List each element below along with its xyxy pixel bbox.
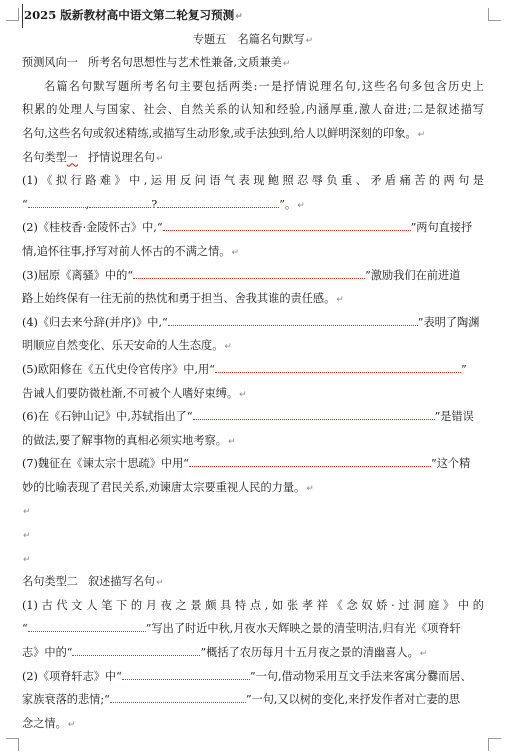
crop-mark-bottom-left xyxy=(6,738,19,751)
paragraph-mark-icon: ↵ xyxy=(297,200,305,211)
question-1-line-2 xyxy=(22,193,484,217)
s2-question-1-line-3-head: 志》中的“ xyxy=(22,646,73,660)
paragraph-mark-icon: ↵ xyxy=(305,35,314,46)
fill-blank[interactable] xyxy=(157,196,279,208)
forecast-label: 预测风向一 xyxy=(22,56,78,70)
question-5-line-1 xyxy=(22,358,484,382)
s2-question-2-line-2 xyxy=(22,688,484,712)
topic-heading-text: 专题五 名篇名句默写 xyxy=(192,32,305,46)
fill-blank[interactable] xyxy=(133,267,365,279)
question-3-line-2 xyxy=(22,287,484,311)
s2-question-1-line-3 xyxy=(22,641,484,665)
paragraph-mark-icon: ↵ xyxy=(231,247,240,258)
section1-label-number: 一 xyxy=(66,150,78,164)
question-3-line-2-text: 路上始终保有一往无前的热忱和勇于担当、舍我其谁的责任感。 xyxy=(22,292,336,306)
fill-blank[interactable] xyxy=(89,196,151,208)
question-6-head: (6)在《石钟山记》中,苏轼指出了“ xyxy=(22,410,193,424)
fill-blank[interactable] xyxy=(122,668,250,680)
section1-title: 抒情说理名句 xyxy=(87,150,156,164)
section1-heading xyxy=(22,146,484,170)
forecast-text: 所考名句思想性与艺术性兼备,文质兼美 xyxy=(87,56,282,70)
s2-question-2-head: (2)《项脊轩志》中“ xyxy=(22,669,122,683)
paragraph-mark-icon: ↵ xyxy=(23,531,31,542)
question-1-line-1: (1)《拟行路难》中,运用反问语气表现鲍照忍辱负重、矛盾痛苦的两句是 xyxy=(22,174,484,188)
fill-blank[interactable] xyxy=(193,408,435,420)
topic-heading xyxy=(22,28,484,52)
question-3-line-1 xyxy=(22,264,484,288)
question-2-line-2-text: 情,追怀往事,抒写对前人怀古的不满之情。 xyxy=(22,244,231,258)
empty-paragraph xyxy=(22,523,484,547)
section1-label: 名句类型 xyxy=(22,150,67,164)
intro-line-2: 积累的处理人与国家、社会、自然关系的认知和经验,内涵厚重,激人奋进;二是叙述描写 xyxy=(22,103,484,117)
comma: , xyxy=(85,197,90,211)
s2-question-2-line-1 xyxy=(22,665,484,689)
question-5-head: (5)欧阳修在《五代史伶官传序》中,用“ xyxy=(22,362,215,376)
question-2-line-2 xyxy=(22,240,484,264)
paragraph-mark-icon: ↵ xyxy=(282,59,291,70)
question-4-head: (4)《归去来兮辞(并序)》中,“ xyxy=(22,315,168,329)
document-title xyxy=(22,4,484,28)
s2-question-1-line-3-tail: ”概括了农历每月十五月夜之景的清幽喜人。 xyxy=(200,646,419,660)
document-title-text: 2025 版新教材高中语文第二轮复习预测 xyxy=(24,8,235,22)
s2-question-2-line-3-text: 念之情。 xyxy=(22,716,67,730)
question-2-line-1 xyxy=(22,216,484,240)
empty-paragraph xyxy=(22,547,484,571)
intro-line-3 xyxy=(22,122,484,146)
paragraph-mark-icon: ↵ xyxy=(23,554,31,565)
quote-open: “ xyxy=(22,622,28,636)
question-3-head: (3)屈原《离骚》中的“ xyxy=(22,268,134,282)
intro-line-1: 名篇名句默写题所考名句主要包括两类:一是抒情说理名句,这些名句多包含历史上 xyxy=(44,79,484,93)
paragraph-mark-icon: ↵ xyxy=(67,719,76,730)
s2-question-2-line-2-tail: ”一句,又以树的变化,来抒发作者对亡妻的思 xyxy=(245,693,461,707)
crop-mark-top-right xyxy=(488,8,501,21)
paragraph-mark-icon: ↵ xyxy=(336,295,344,306)
quote-open: “ xyxy=(22,197,28,211)
question-2-tail: ”两句直接抒 xyxy=(410,221,473,235)
paragraph-mark-icon: ↵ xyxy=(235,12,243,22)
paragraph-mark-icon: ↵ xyxy=(306,483,314,494)
question-4-line-1 xyxy=(22,311,484,335)
forecast-heading xyxy=(22,51,484,75)
crop-mark-bottom-right xyxy=(488,738,501,751)
fill-blank[interactable] xyxy=(163,219,411,231)
question-5-tail: ” xyxy=(460,362,467,376)
paragraph-mark-icon: ↵ xyxy=(224,342,232,353)
s2-question-1-line-1: (1)古代文人笔下的月夜之景颇具特点,如张孝祥《念奴娇·过洞庭》中的 xyxy=(22,598,484,612)
question-6-line-1 xyxy=(22,405,484,429)
paragraph-mark-icon: ↵ xyxy=(156,578,164,589)
question-4-tail: ”表明了陶渊 xyxy=(417,315,480,329)
fill-blank[interactable] xyxy=(168,314,418,326)
empty-paragraph xyxy=(22,499,484,523)
question-4-line-2-text: 明顺应自然变化、乐天安命的人生态度。 xyxy=(22,339,224,353)
crop-mark-top-left xyxy=(6,8,19,21)
s2-question-2-tail: ”一句,借动物采用互文手法来客寓分爨而居、 xyxy=(249,669,472,683)
question-5-line-2 xyxy=(22,382,484,406)
question-7-line-2-text: 妙的比喻表现了君民关系,劝谏唐太宗要重视人民的力量。 xyxy=(22,480,306,494)
paragraph-mark-icon: ↵ xyxy=(156,153,164,164)
question-6-tail: ”是错误 xyxy=(434,410,474,424)
s2-question-2-line-3 xyxy=(22,712,484,736)
paragraph-mark-icon: ↵ xyxy=(227,436,236,447)
question-7-line-1 xyxy=(22,452,484,476)
quote-close: ”。 xyxy=(279,197,297,211)
paragraph-mark-icon: ↵ xyxy=(417,129,426,140)
fill-blank[interactable] xyxy=(28,620,146,632)
question-7-head: (7)魏征在《谏太宗十思疏》中用“ xyxy=(22,457,190,471)
s2-question-1-line-2 xyxy=(22,617,484,641)
fill-blank[interactable] xyxy=(72,644,200,656)
document-body[interactable] xyxy=(22,4,484,735)
question-6-line-2 xyxy=(22,429,484,453)
question-5-line-2-text: 告诫人们要防微杜渐,不可被个人嗜好束缚。 xyxy=(22,386,239,400)
question-6-line-2-text: 的做法,要了解事物的真相必须实地考察。 xyxy=(22,433,227,447)
s2-question-2-line-2-head: 家族衰落的悲情;“ xyxy=(22,693,110,707)
question-7-line-2 xyxy=(22,476,484,500)
fill-blank[interactable] xyxy=(215,361,461,373)
paragraph-mark-icon: ↵ xyxy=(239,389,247,400)
question-4-line-2 xyxy=(22,334,484,358)
question-2-head: (2)《桂枝香·金陵怀古》中,“ xyxy=(22,221,163,235)
question-7-tail: ”这个精 xyxy=(431,457,471,471)
paragraph-mark-icon: ↵ xyxy=(23,507,31,518)
section2-heading xyxy=(22,570,484,594)
fill-blank[interactable] xyxy=(189,455,431,467)
paragraph-mark-icon: ↵ xyxy=(419,649,428,660)
question-3-tail: ”激励我们在前进道 xyxy=(365,268,461,282)
fill-blank[interactable] xyxy=(28,196,86,208)
fill-blank[interactable] xyxy=(110,691,246,703)
intro-line-3-text: 名句,这些名句或叙述精练,或描写生动形象,或手法独到,给人以鲜明深刻的印象。 xyxy=(22,126,417,140)
section2-title: 叙述描写名句 xyxy=(87,575,156,589)
section2-label: 名句类型二 xyxy=(22,575,78,589)
s2-question-1-line-2-tail: ”写出了时近中秋,月夜水天辉映之景的清莹明洁,归有光《项脊轩 xyxy=(145,622,461,636)
question-mark: ? xyxy=(151,197,158,211)
